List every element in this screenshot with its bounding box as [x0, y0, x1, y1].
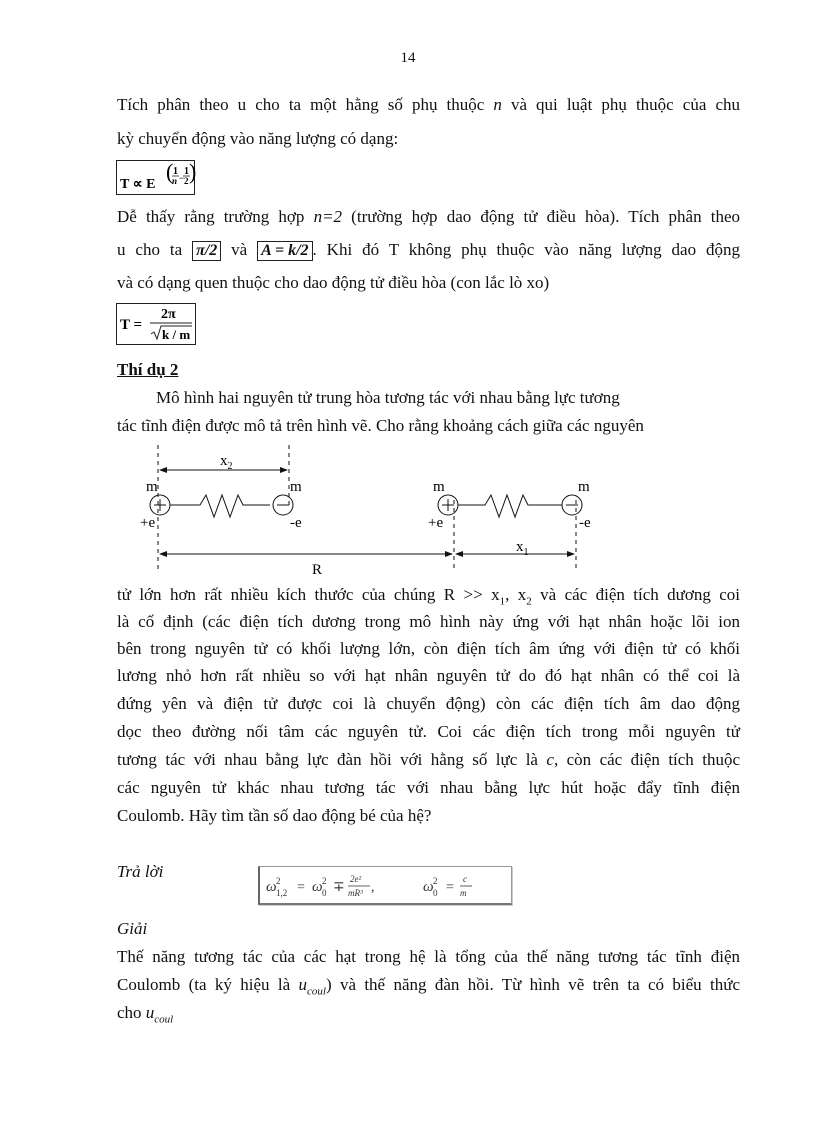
para4-line6: dọc theo đường nối tâm các nguyên tử. Coi các điện tích trong mỗi nguyên tử	[117, 722, 740, 741]
page-number: 14	[400, 50, 416, 66]
para2-line1: Dễ thấy rằng trường hợp n=2 (trường hợp dao động tử điều hòa). Tích phân theo	[117, 207, 741, 226]
para4-line1: tử lớn hơn rất nhiều kích thước của chúng $R >> x_1$, $x_2$ và các điện tích dương coi	[117, 585, 741, 608]
para4-line3: bên trong nguyên tử có khối lượng lớn, còn điện tích âm ứng với điện tử có khối	[117, 639, 740, 658]
svg-text:mR³: mR³	[348, 888, 363, 898]
box-pi-half: π/2	[192, 241, 221, 261]
svg-text:2: 2	[322, 876, 327, 886]
formula-harmonic-period	[116, 303, 196, 345]
para1-line2: kỳ chuyển động vào năng lượng có dạng:	[117, 129, 399, 148]
svg-text:2e²: 2e²	[350, 874, 362, 884]
mass-label-1: m	[146, 479, 158, 495]
spring-2	[458, 495, 562, 517]
svg-text:∓: ∓	[333, 880, 345, 895]
answer-formula	[258, 866, 512, 905]
svg-text:=: =	[297, 880, 305, 895]
plus-label-2: +e	[428, 515, 444, 531]
formula1-num2: 1	[184, 166, 189, 177]
mass-label-4: m	[578, 479, 590, 495]
spring-1	[170, 495, 270, 517]
para3-line2: tác tĩnh điện được mô tả trên hình vẽ. Cho rằng khoảng cách giữa các nguyên	[117, 416, 644, 435]
svg-text:): )	[189, 159, 197, 184]
formula-period-energy	[116, 160, 195, 195]
formula2-denominator: k / m	[162, 327, 191, 342]
para4-line4: lương nhỏ hơn rất nhiều so với hạt nhân nguyên tử do đó hạt nhân có thể coi là	[117, 666, 740, 685]
minus-label-1: -e	[290, 515, 302, 531]
example-heading: Thí dụ 2	[117, 360, 179, 379]
x2-label: $x_2$	[220, 453, 233, 472]
para4-line2: là cố định (các điện tích dương trong mô hình này ứng với hạt nhân hoặc lõi ion	[117, 612, 740, 631]
formula1-den2: 2	[184, 176, 189, 186]
para1-line1: Tích phân theo u cho ta một hằng số phụ thuộc n và qui luật phụ thuộc của chu	[117, 95, 740, 114]
mass-label-2: m	[290, 479, 302, 495]
formula1-lhs: T ∝ E	[120, 177, 156, 192]
svg-text:=: =	[446, 880, 454, 895]
mass-label-3: m	[433, 479, 445, 495]
answer-label: Trả lời	[117, 862, 164, 881]
svg-text:−: −	[179, 173, 185, 183]
svg-text:,: ,	[371, 880, 375, 895]
para5-line1: Thế năng tương tác của các hạt trong hệ là tổng của thế năng tương tác tĩnh điện	[117, 947, 740, 966]
solution-label: Giải	[117, 919, 148, 938]
svg-text:(: (	[166, 159, 174, 184]
formula1-num1: 1	[173, 166, 178, 177]
r-label: R	[312, 562, 323, 578]
para3-line1: Mô hình hai nguyên tử trung hòa tương tác với nhau bằng lực tương	[156, 388, 620, 407]
para5-line3: cho $u_{coul}$	[117, 1003, 174, 1026]
answer-formula-svg	[260, 867, 511, 903]
para2-line3: và có dạng quen thuộc cho dao động tử điều hòa (con lắc lò xo)	[117, 273, 550, 292]
plus-label-1: +e	[140, 515, 156, 531]
formula2-lhs: T =	[120, 317, 143, 333]
formula1-den1: n	[172, 176, 178, 186]
svg-text:2: 2	[276, 876, 281, 886]
svg-text:2: 2	[433, 876, 438, 886]
x1-label: $x_1$	[516, 539, 529, 558]
svg-text:ω: ω	[423, 879, 434, 895]
svg-text:0: 0	[433, 888, 438, 898]
svg-text:1,2: 1,2	[276, 888, 288, 898]
svg-text:m: m	[460, 888, 467, 898]
para4-line9: Coulomb. Hãy tìm tần số dao động bé của hệ?	[117, 806, 432, 825]
svg-text:0: 0	[322, 888, 327, 898]
minus-label-2: -e	[579, 515, 591, 531]
para5-line2: Coulomb (ta ký hiệu là $u_{coul}$) và thế năng đàn hồi. Từ hình vẽ trên ta có biểu thức	[117, 975, 740, 998]
para4-line8: các nguyên tử khác nhau tương tác với nhau bằng lực hút hoặc đẩy tĩnh điện	[117, 778, 740, 797]
para4-line5: đứng yên và điện tử được coi là chuyển động) còn các điện tích âm dao động	[117, 694, 740, 713]
para2-line2: u cho ta π/2 và A = k/2 . Khi đó T không phụ thuộc vào năng lượng dao động	[117, 240, 740, 260]
two-atom-model-figure	[130, 440, 610, 580]
formula-period-energy-svg	[117, 159, 197, 194]
svg-text:ω: ω	[266, 879, 277, 895]
formula-harmonic-period-svg	[117, 304, 195, 344]
formula2-numerator: 2π	[161, 307, 176, 322]
svg-text:ω: ω	[312, 879, 323, 895]
box-a-k-half: A = k/2	[257, 241, 312, 261]
para4-line7: tương tác với nhau bằng lực đàn hồi với hằng số lực là c, còn các điện tích thuộc	[117, 750, 740, 769]
svg-text:c: c	[463, 874, 467, 884]
